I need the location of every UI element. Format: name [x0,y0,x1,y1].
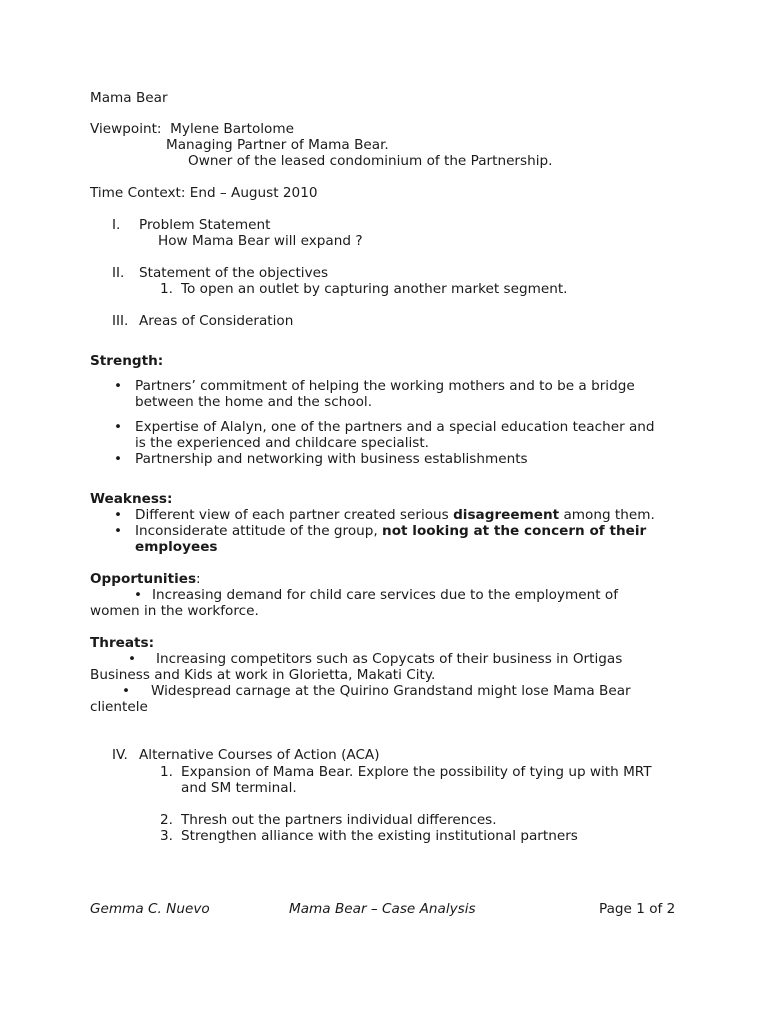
aca-1-line-1: Expansion of Mama Bear. Explore the possibility of tying up with MRT [181,764,652,780]
weakness-2-line-2: employees [135,539,218,555]
strength-heading: Strength: [90,353,164,369]
threat-2-line-1: Widespread carnage at the Quirino Grandstand might lose Mama Bear [151,683,631,699]
section-3-title: Areas of Consideration [139,313,294,329]
bullet: • [114,523,123,539]
weakness-1-pre: Different view of each partner created serious [135,507,454,523]
problem-statement-text: How Mama Bear will expand ? [158,233,363,249]
section-1-title: Problem Statement [139,217,271,233]
strength-3: Partnership and networking with business establishments [135,451,528,467]
bullet: • [122,683,131,699]
aca-2-number: 2. [160,812,173,828]
strength-1-line-2: between the home and the school. [135,394,373,410]
aca-3-text: Strengthen alliance with the existing institutional partners [181,828,578,844]
weakness-2-pre: Inconsiderate attitude of the group, [135,523,383,539]
objective-1-text: To open an outlet by capturing another market segment. [181,281,568,297]
weakness-1 [135,507,655,523]
viewpoint-role-2: Owner of the leased condominium of the Partnership. [188,153,553,169]
viewpoint-line [90,121,294,137]
time-context: Time Context: End – August 2010 [90,185,318,201]
section-4-number: IV. [112,747,128,763]
viewpoint-role-1: Managing Partner of Mama Bear. [166,137,389,153]
aca-1-number: 1. [160,764,173,780]
aca-2-text: Thresh out the partners individual differences. [181,812,497,828]
section-1-number: I. [112,217,121,233]
strength-2-line-1: Expertise of Alalyn, one of the partners and a special education teacher and [135,419,655,435]
viewpoint-name: Mylene Bartolome [170,121,294,137]
bullet: • [114,451,123,467]
footer-page-number: Page 1 of 2 [599,901,676,917]
viewpoint-label: Viewpoint: [90,121,162,137]
threat-1-line-2: Business and Kids at work in Glorietta, Makati City. [90,667,436,683]
bullet: • [114,507,123,523]
footer-author: Gemma C. Nuevo [90,901,210,917]
opportunities-colon: : [196,571,201,587]
bullet: • [114,378,123,394]
aca-3-number: 3. [160,828,173,844]
footer-doc-title: Mama Bear – Case Analysis [289,901,476,917]
weakness-2-bold: not looking at the concern of their [382,523,647,539]
threats-heading: Threats: [90,635,155,651]
opportunity-1-line-2: women in the workforce. [90,603,259,619]
section-4-title: Alternative Courses of Action (ACA) [139,747,380,763]
objective-1-number: 1. [160,281,173,297]
document-title: Mama Bear [90,90,168,106]
section-2-number: II. [112,265,125,281]
opportunities-heading: Opportunities [90,571,197,587]
weakness-2-line-1 [135,523,646,539]
opportunity-1-line-1: Increasing demand for child care services due to the employment of [152,587,618,603]
threat-2-line-2: clientele [90,699,148,715]
bullet: • [134,587,143,603]
bullet: • [128,651,137,667]
threat-1-line-1: Increasing competitors such as Copycats of their business in Ortigas [156,651,623,667]
weakness-1-bold: disagreement [453,507,560,523]
strength-1-line-1: Partners’ commitment of helping the working mothers and to be a bridge [135,378,635,394]
aca-1-line-2: and SM terminal. [181,780,297,796]
section-3-number: III. [112,313,129,329]
weakness-heading: Weakness: [90,491,173,507]
bullet: • [114,419,123,435]
weakness-1-post: among them. [559,507,655,523]
strength-2-line-2: is the experienced and childcare specialist. [135,435,429,451]
opportunities-heading-line [90,571,201,587]
section-2-title: Statement of the objectives [139,265,329,281]
